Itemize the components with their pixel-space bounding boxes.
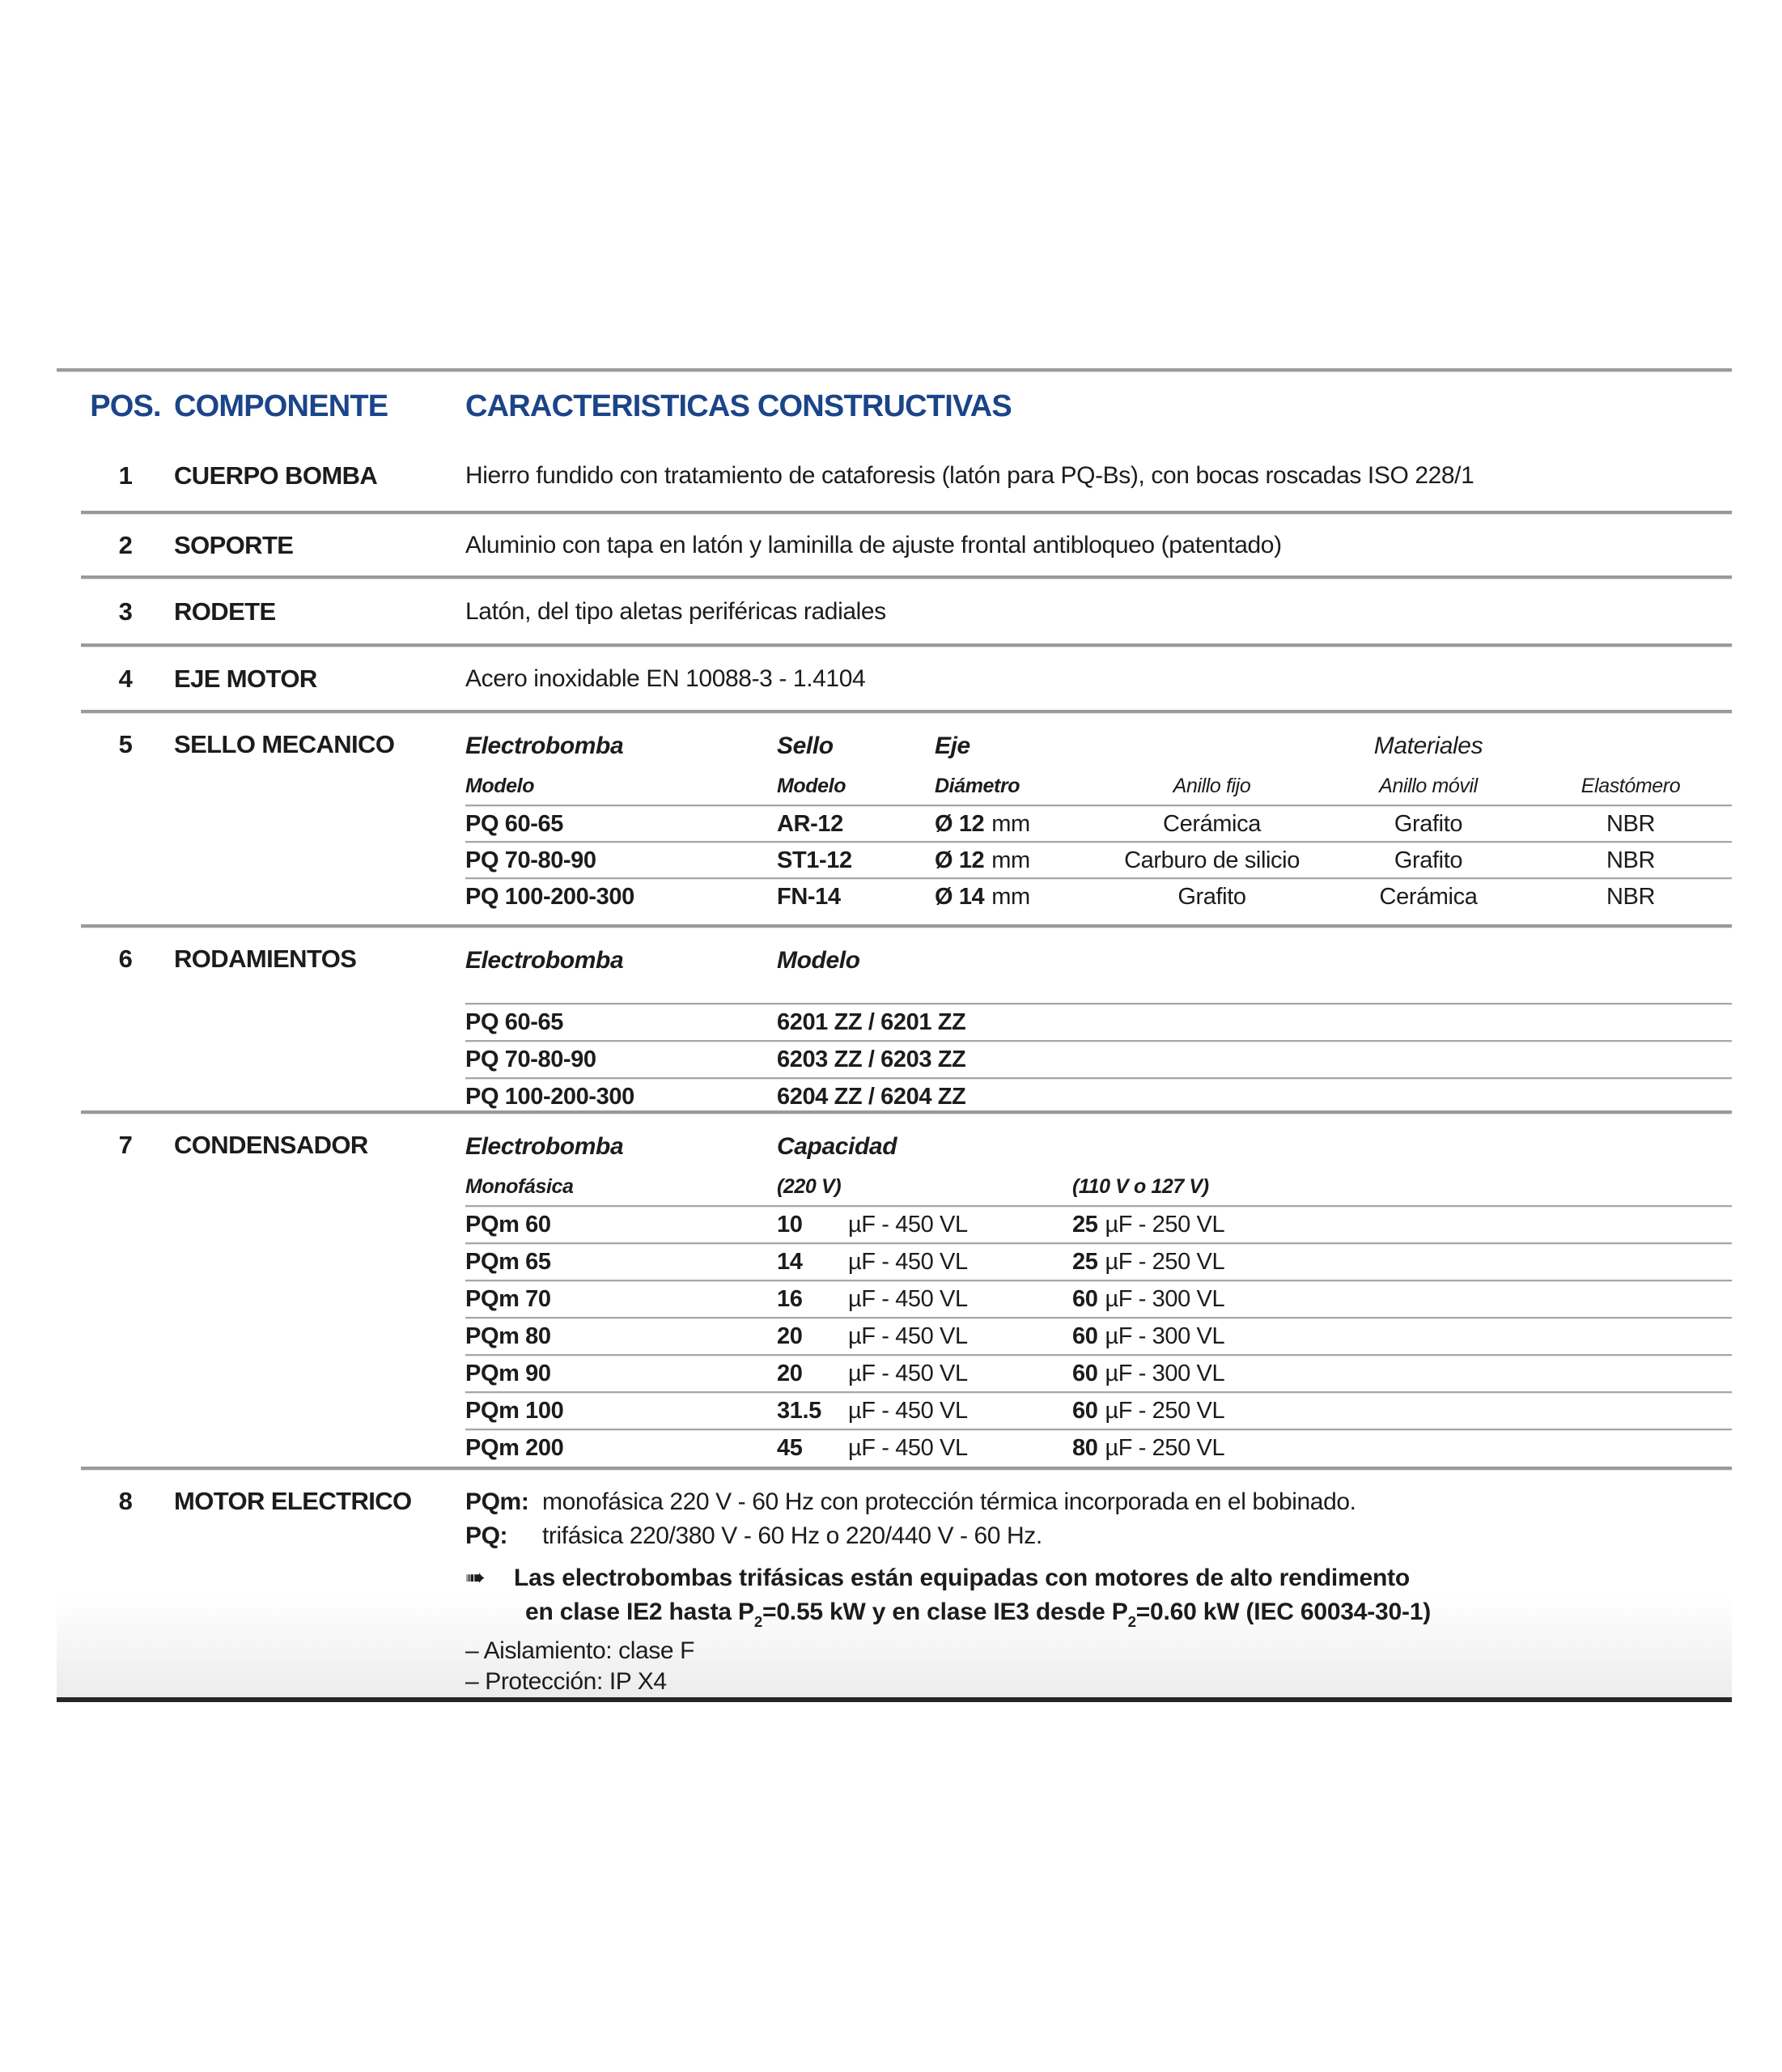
shaft-diameter: Ø 12 mm [935, 810, 1030, 837]
pq-line [465, 1519, 1732, 1553]
pos-number: 2 [118, 530, 133, 559]
shaft-diameter: Ø 12 mm [935, 847, 1030, 873]
col-header-capacidad: Capacidad [777, 1133, 897, 1160]
component-name: CUERPO BOMBA [174, 461, 378, 490]
condensador-data-row [465, 1245, 1732, 1280]
capacity-110v: 60 µF - 300 VL [1072, 1361, 1225, 1386]
condensador-data-row [465, 1319, 1732, 1354]
bearing-model: 6204 ZZ / 6204 ZZ [777, 1084, 966, 1110]
component-name: SOPORTE [174, 530, 294, 559]
component-name: CONDENSADOR [174, 1131, 368, 1159]
col-header-sello: Sello [777, 732, 834, 759]
col-subheader-anillo-fijo: Anillo fijo [1173, 774, 1251, 797]
col-header-electrobomba: Electrobomba [465, 732, 624, 759]
pump-model: PQ 60-65 [465, 1009, 563, 1035]
table-row-sello-mecanico [57, 714, 1732, 924]
seal-model: AR-12 [777, 810, 843, 837]
col-subheader-110v: (110 V o 127 V) [1072, 1174, 1209, 1198]
pump-model: PQm 60 [465, 1212, 551, 1238]
col-header-modelo: Modelo [777, 947, 860, 974]
component-name: SELLO MECANICO [174, 730, 395, 758]
rodamientos-data-row [465, 1080, 1732, 1115]
note-line-2: en clase IE2 hasta $P_2=0.55$ kW y en clase IE3 desde $P_2=0.60$ kW (IEC 60034-30-1) [525, 1599, 1432, 1631]
sello-subheader-row [465, 767, 1732, 805]
note-line-1: Las electrobombas trifásicas están equipadas con motores de alto rendimento [514, 1565, 1410, 1591]
seal-model: FN-14 [777, 883, 841, 910]
capacity-110v: 60 µF - 250 VL [1072, 1398, 1225, 1424]
pos-number: 7 [118, 1131, 133, 1159]
component-name: RODAMIENTOS [174, 945, 357, 973]
pq-label: PQ: [465, 1522, 508, 1549]
bearing-model: 6201 ZZ / 6201 ZZ [777, 1009, 966, 1035]
spec-sheet [57, 368, 1732, 1702]
col-header-materiales: Materiales [1373, 732, 1483, 759]
col-header-eje: Eje [935, 732, 970, 759]
shaft-diameter: Ø 14 mm [935, 883, 1030, 910]
capacity-220v: 20 µF - 450 VL [777, 1361, 968, 1386]
pos-number: 4 [118, 664, 133, 693]
pump-model: PQm 200 [465, 1435, 564, 1461]
col-subheader-220v: (220 V) [777, 1174, 842, 1198]
row-description: Latón, del tipo aletas periféricas radiales [465, 597, 886, 625]
anillo-fijo-value: Grafito [1177, 883, 1246, 910]
condensador-subheader-row [465, 1168, 1732, 1205]
sello-data-row [465, 807, 1732, 841]
table-row-soporte [57, 515, 1732, 575]
component-name: EJE MOTOR [174, 664, 317, 693]
col-subheader-modelo: Modelo [777, 774, 846, 797]
capacity-110v: 25 µF - 250 VL [1072, 1249, 1225, 1275]
sello-data-row [465, 880, 1732, 914]
dashed-right-arrow-icon: ➠ [465, 1564, 486, 1592]
table-row-condensador [57, 1115, 1732, 1467]
pos-number: 8 [118, 1487, 133, 1515]
rodamientos-data-row [465, 1042, 1732, 1077]
component-name: RODETE [174, 597, 276, 626]
proteccion-line: – Protección: IP X4 [465, 1668, 667, 1695]
anillo-fijo-value: Cerámica [1163, 810, 1261, 837]
table-header [57, 372, 1732, 441]
bearing-model: 6203 ZZ / 6203 ZZ [777, 1047, 966, 1072]
row-description: Acero inoxidable EN 10088-3 - 1.4104 [465, 664, 866, 692]
row-description: Aluminio con tapa en latón y laminilla de ajuste frontal antibloqueo (patentado) [465, 531, 1282, 558]
condensador-data-row [465, 1431, 1732, 1466]
header-caracteristicas: CARACTERISTICAS CONSTRUCTIVAS [465, 389, 1012, 423]
capacity-110v: 60 µF - 300 VL [1072, 1323, 1225, 1349]
capacity-220v: 31.5 µF - 450 VL [777, 1398, 968, 1424]
elastomero-value: NBR [1606, 847, 1656, 873]
pqm-text: monofásica 220 V - 60 Hz con protección térmica incorporada en el bobinado. [542, 1488, 1356, 1515]
rodamientos-subtable [465, 928, 1732, 1115]
pump-model: PQ 100-200-300 [465, 1084, 634, 1110]
pos-number: 6 [118, 945, 133, 973]
pqm-line [465, 1485, 1732, 1519]
col-header-electrobomba: Electrobomba [465, 947, 624, 974]
sello-header-row [465, 725, 1732, 767]
table-row-motor-electrico [57, 1471, 1732, 1697]
table-row-rodete [57, 580, 1732, 643]
pqm-label: PQm: [465, 1488, 529, 1515]
capacity-110v: 80 µF - 250 VL [1072, 1435, 1225, 1461]
capacity-220v: 16 µF - 450 VL [777, 1286, 968, 1312]
capacity-220v: 20 µF - 450 VL [777, 1323, 968, 1349]
row-description: Hierro fundido con tratamiento de cataforesis (latón para PQ-Bs), con bocas roscadas ISO 228/1 [465, 462, 1474, 489]
pump-model: PQm 90 [465, 1361, 551, 1386]
capacity-110v: 60 µF - 300 VL [1072, 1286, 1225, 1312]
condensador-data-row [465, 1208, 1732, 1242]
pump-model: PQ 70-80-90 [465, 1047, 596, 1072]
anillo-movil-value: Grafito [1394, 810, 1463, 837]
pq-text: trifásica 220/380 V - 60 Hz o 220/440 V - 60 Hz. [542, 1522, 1042, 1549]
pump-model: PQ 100-200-300 [465, 883, 634, 910]
efficiency-note-text [514, 1561, 1431, 1629]
condensador-header-row [465, 1126, 1732, 1168]
col-subheader-anillo-movil: Anillo móvil [1379, 774, 1478, 797]
rodamientos-header-row [465, 940, 1732, 982]
capacity-220v: 10 µF - 450 VL [777, 1212, 968, 1238]
anillo-movil-value: Grafito [1394, 847, 1463, 873]
pump-model: PQ 70-80-90 [465, 847, 596, 873]
pump-model: PQm 80 [465, 1323, 551, 1349]
pos-number: 5 [118, 730, 133, 758]
aislamiento-line: – Aislamiento: clase F [465, 1637, 694, 1664]
col-subheader-elastomero: Elastómero [1580, 774, 1681, 797]
capacity-220v: 45 µF - 450 VL [777, 1435, 968, 1461]
pump-model: PQm 70 [465, 1286, 551, 1312]
sello-data-row [465, 843, 1732, 877]
component-name: MOTOR ELECTRICO [174, 1487, 412, 1515]
condensador-data-row [465, 1282, 1732, 1317]
capacity-110v: 25 µF - 250 VL [1072, 1212, 1225, 1238]
seal-model: ST1-12 [777, 847, 852, 873]
elastomero-value: NBR [1606, 810, 1656, 837]
motor-description [465, 1471, 1732, 1697]
col-subheader-diametro: Diámetro [935, 774, 1020, 797]
header-componente: COMPONENTE [174, 389, 388, 423]
table-row-eje-motor [57, 648, 1732, 710]
anillo-movil-value: Cerámica [1379, 883, 1478, 910]
pos-number: 1 [118, 461, 133, 490]
condensador-subtable [465, 1115, 1732, 1466]
pump-model: PQm 100 [465, 1398, 564, 1424]
efficiency-note [465, 1561, 1732, 1629]
col-subheader-modelo: Modelo [465, 774, 535, 797]
anillo-fijo-value: Carburo de silicio [1124, 847, 1300, 873]
pos-number: 3 [118, 597, 133, 626]
bottom-rule [57, 1697, 1732, 1702]
sello-subtable [465, 714, 1732, 914]
col-header-electrobomba: Electrobomba [465, 1133, 624, 1160]
rodamientos-data-row [465, 1005, 1732, 1040]
col-subheader-monofasica: Monofásica [465, 1174, 574, 1198]
capacity-220v: 14 µF - 450 VL [777, 1249, 968, 1275]
elastomero-value: NBR [1606, 883, 1656, 910]
condensador-data-row [465, 1357, 1732, 1391]
pump-model: PQ 60-65 [465, 810, 563, 837]
header-pos: POS. [90, 389, 161, 423]
table-row-cuerpo-bomba [57, 441, 1732, 511]
condensador-data-row [465, 1394, 1732, 1429]
table-row-rodamientos [57, 928, 1732, 1110]
pump-model: PQm 65 [465, 1249, 551, 1275]
